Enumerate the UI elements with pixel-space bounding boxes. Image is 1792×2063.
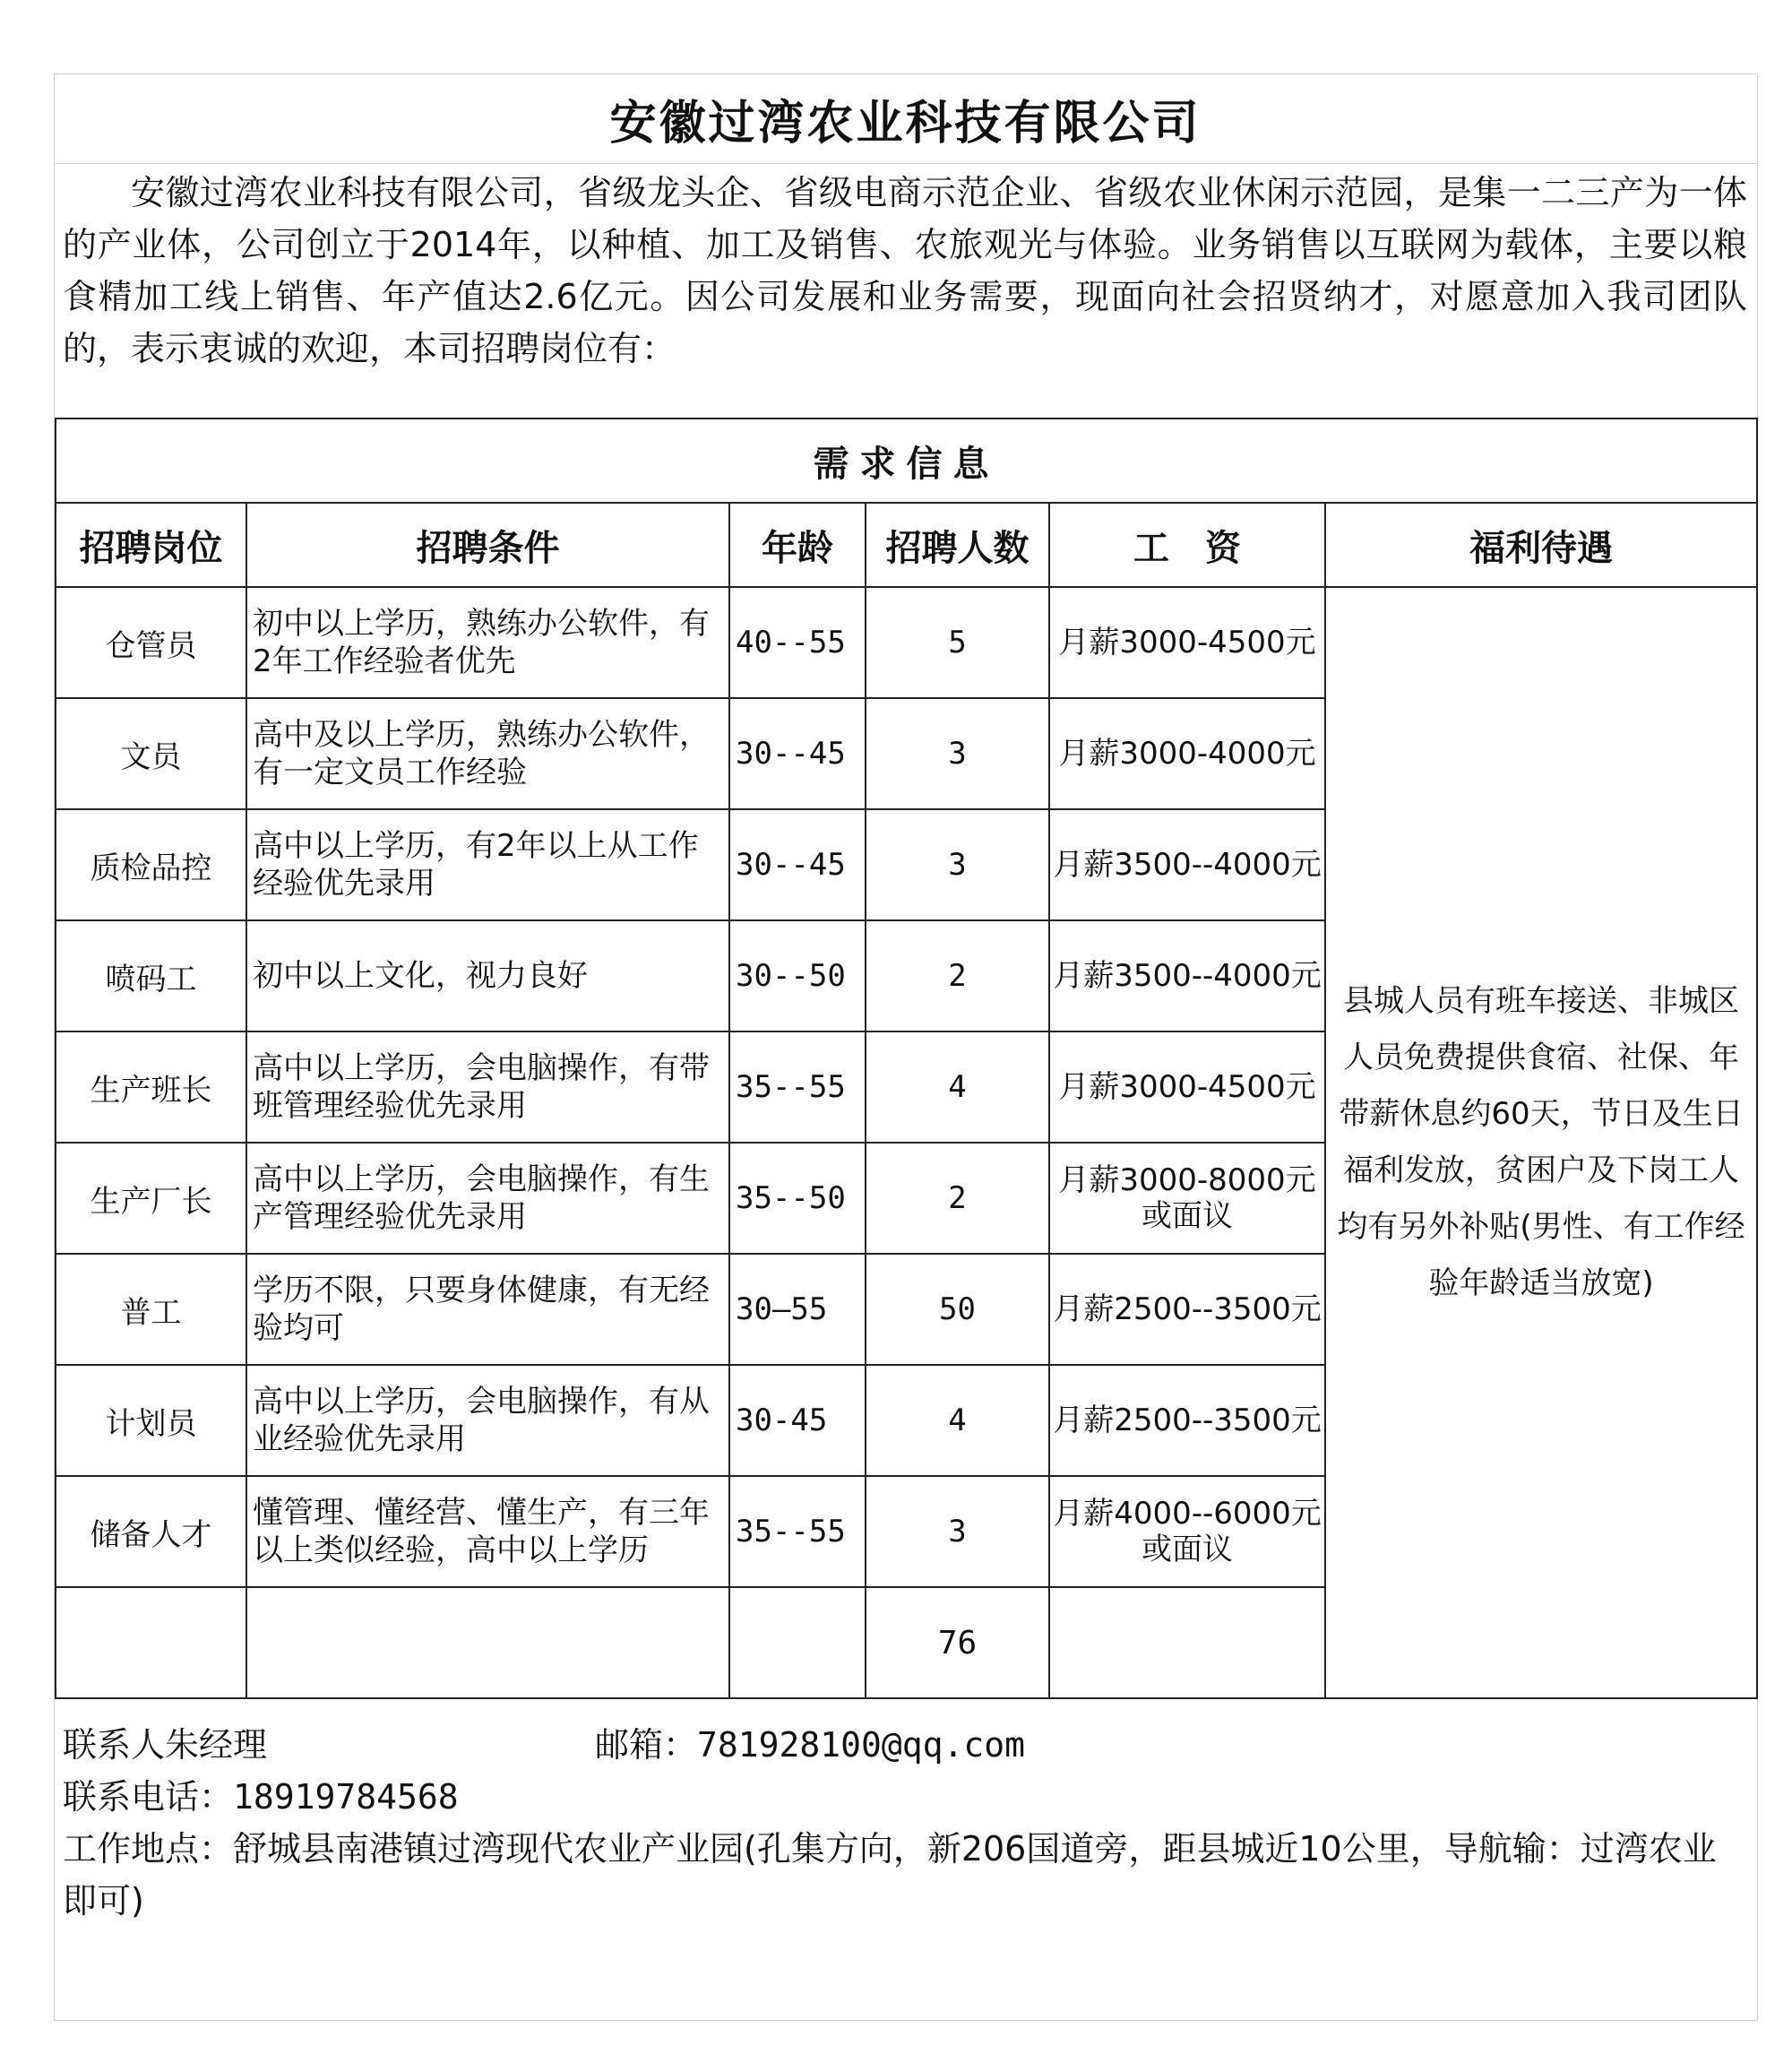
salary-cell: 月薪4000--6000元或面议 <box>1049 1476 1325 1587</box>
count-cell: 2 <box>866 920 1049 1032</box>
age-cell: 35--50 <box>729 1143 866 1254</box>
salary-cell: 月薪3000-4000元 <box>1049 698 1325 809</box>
count-cell: 2 <box>866 1143 1049 1254</box>
position-cell: 文员 <box>56 698 246 809</box>
requirements-cell: 初中以上学历，熟练办公软件，有2年工作经验者优先 <box>246 587 729 698</box>
empty-cell <box>246 1587 729 1698</box>
salary-cell: 月薪2500--3500元 <box>1049 1365 1325 1476</box>
recruitment-table <box>55 418 1758 1699</box>
header-salary: 工 资 <box>1049 503 1325 587</box>
header-requirements: 招聘条件 <box>246 503 729 587</box>
work-address: 工作地点：舒城县南港镇过湾现代农业产业园(孔集方向，新206国道旁，距县城近10公里，导航输：过湾农业即可) <box>63 1829 1717 1921</box>
contact-phone: 联系电话：18919784568 <box>63 1777 459 1817</box>
section-title: 需求信息 <box>56 419 1757 503</box>
position-cell: 计划员 <box>56 1365 246 1476</box>
header-count: 招聘人数 <box>866 503 1049 587</box>
benefits-cell: 县城人员有班车接送、非城区人员免费提供食宿、社保、年带薪休息约60天，节日及生日福利发放，贫困户及下岗工人均有另外补贴(男性、有工作经验年龄适当放宽) <box>1325 587 1757 1698</box>
age-cell: 30—55 <box>729 1254 866 1365</box>
count-cell: 50 <box>866 1254 1049 1365</box>
requirements-cell: 高中及以上学历，熟练办公软件，有一定文员工作经验 <box>246 698 729 809</box>
title-divider <box>54 163 1757 164</box>
salary-cell: 月薪2500--3500元 <box>1049 1254 1325 1365</box>
empty-cell <box>729 1587 866 1698</box>
requirements-cell: 学历不限，只要身体健康，有无经验均可 <box>246 1254 729 1365</box>
requirements-cell: 高中以上学历，会电脑操作，有从业经验优先录用 <box>246 1365 729 1476</box>
sheet-bottom-border <box>54 2020 1757 2021</box>
count-cell: 3 <box>866 1476 1049 1587</box>
age-cell: 35--55 <box>729 1032 866 1143</box>
position-cell: 普工 <box>56 1254 246 1365</box>
count-cell: 3 <box>866 698 1049 809</box>
contact-email: 邮箱：781928100@qq.com <box>595 1725 1026 1765</box>
contact-info <box>63 1719 1747 1927</box>
position-cell: 生产厂长 <box>56 1143 246 1254</box>
count-cell: 5 <box>866 587 1049 698</box>
requirements-cell: 高中以上学历，有2年以上从工作经验优先录用 <box>246 809 729 920</box>
salary-cell: 月薪3500--4000元 <box>1049 809 1325 920</box>
count-cell: 4 <box>866 1365 1049 1476</box>
header-age: 年龄 <box>729 503 866 587</box>
position-cell: 仓管员 <box>56 587 246 698</box>
header-benefits: 福利待遇 <box>1325 503 1757 587</box>
empty-cell <box>56 1587 246 1698</box>
total-count-cell: 76 <box>866 1587 1049 1698</box>
position-cell: 储备人才 <box>56 1476 246 1587</box>
age-cell: 30--50 <box>729 920 866 1032</box>
salary-cell: 月薪3000-4500元 <box>1049 587 1325 698</box>
requirements-cell: 初中以上文化，视力良好 <box>246 920 729 1032</box>
salary-cell: 月薪3000-8000元或面议 <box>1049 1143 1325 1254</box>
age-cell: 30-45 <box>729 1365 866 1476</box>
header-position: 招聘岗位 <box>56 503 246 587</box>
age-cell: 40--55 <box>729 587 866 698</box>
empty-cell <box>1049 1587 1325 1698</box>
contact-person: 联系人朱经理 <box>63 1725 268 1765</box>
age-cell: 30--45 <box>729 698 866 809</box>
table-row <box>56 587 1757 698</box>
count-cell: 4 <box>866 1032 1049 1143</box>
requirements-cell: 高中以上学历，会电脑操作，有带班管理经验优先录用 <box>246 1032 729 1143</box>
age-cell: 35--55 <box>729 1476 866 1587</box>
page-title: 安徽过湾农业科技有限公司 <box>609 96 1202 151</box>
age-cell: 30--45 <box>729 809 866 920</box>
count-cell: 3 <box>866 809 1049 920</box>
position-cell: 质检品控 <box>56 809 246 920</box>
requirements-cell: 懂管理、懂经营、懂生产，有三年以上类似经验，高中以上学历 <box>246 1476 729 1587</box>
requirements-cell: 高中以上学历，会电脑操作，有生产管理经验优先录用 <box>246 1143 729 1254</box>
position-cell: 生产班长 <box>56 1032 246 1143</box>
company-intro: 安徽过湾农业科技有限公司，省级龙头企、省级电商示范企业、省级农业休闲示范园，是集一二三产为一体的产业体，公司创立于2014年，以种植、加工及销售、农旅观光与体验。业务销售以互联网为载体，主要以粮食精加工线上销售、年产值达2.6亿元。因公司发展和业务需要，现面向社会招贤纳才，对愿意加入我司团队的，表示衷诚的欢迎，本司招聘岗位有： <box>63 173 1747 368</box>
salary-cell: 月薪3500--4000元 <box>1049 920 1325 1032</box>
position-cell: 喷码工 <box>56 920 246 1032</box>
salary-cell: 月薪3000-4500元 <box>1049 1032 1325 1143</box>
